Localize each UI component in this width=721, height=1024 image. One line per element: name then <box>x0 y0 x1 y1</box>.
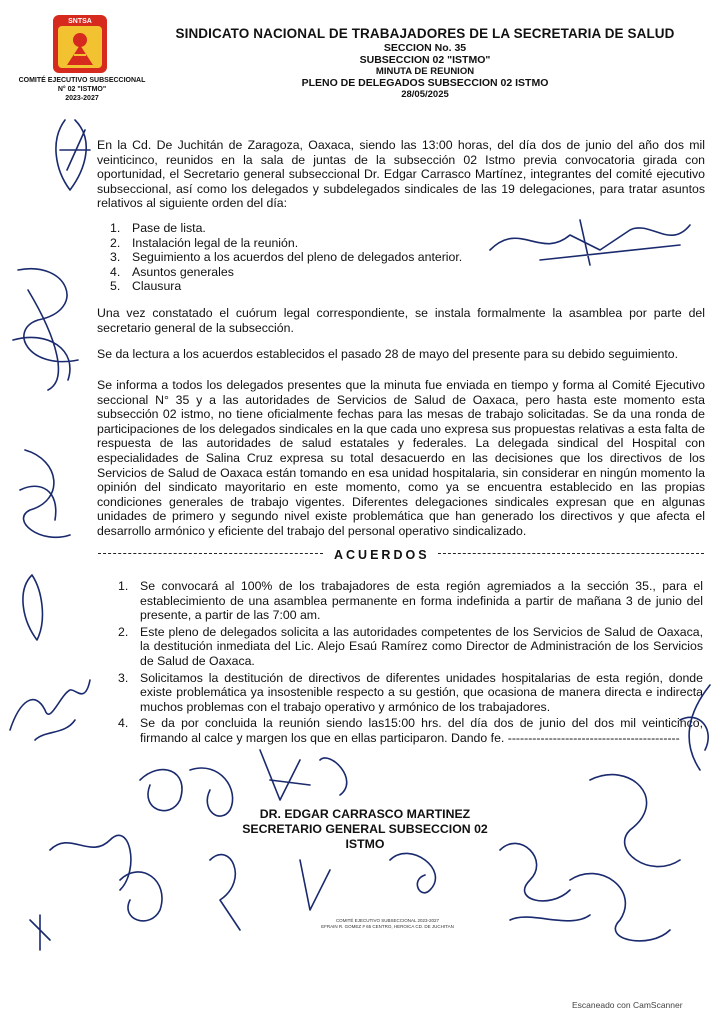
document-header <box>160 26 690 100</box>
right-margin-signature <box>660 680 720 780</box>
agenda-item: 4. Asuntos generales <box>110 264 234 279</box>
union-title: SINDICATO NACIONAL DE TRABAJADORES DE LA SECRETARIA DE SALUD <box>175 26 675 41</box>
intro-paragraph: En la Cd. De Juchitán de Zaragoza, Oaxaca, siendo las 13:00 horas, del día dos de junio del año dos mil veinticinco, reunidos en la sala de juntas de la subsección 02 Istmo previa convocatoria girada con oportunidad, el Secretario general subseccional Dr. Edgar Carrasco Martínez, integrantes del comité ejecutivo subseccional, así como los delegados y subdelegados sindicales de las 19 delegaciones, para tratar asuntos relativos al siguiente orden del día: <box>97 138 705 211</box>
document-type: MINUTA DE REUNION <box>375 66 475 77</box>
general-issues-paragraph: Se informa a todos los delegados presentes que la minuta fue enviada en tiempo y forma al Comité Ejecutivo seccional N° 35 y a las autoridades de Servicios de Salud de Oaxaca, pero hasta este momento esta subsección 02 istmo, no tiene oficialmente fechas para las mesas de trabajo solicitadas. Se da una ronda de participaciones de los delegados sindicales en la que cada uno expresa sus propuestas relativas a esta falta de respuesta de las autoridades de salud estatales y federales. La delegada sindical del Hospital con especialidades de Salina Cruz expresa su total desacuerdo en las decisiones que los directivos de los Servicios de Salud de Oaxaca están tomando en esa unidad hospitalaria, sin considerar en ningún momento la opinión del sindicato mayoritario en este momento, como ya se encuentra establecido en las propias condiciones generales de trabajo vigentes. Diferentes delegaciones sindicales expresan que en algunas unidades de primero y segundo nivel existe problemática que han generado los directivos y que afecta el desarrollo armónico y eficiente del trabajo del personal operativo sindicalizado. <box>97 378 705 538</box>
agenda-item: 2. Instalación legal de la reunión. <box>110 235 299 250</box>
margin-signature <box>5 660 95 750</box>
agreements-title: ACUERDOS <box>330 548 434 563</box>
agreements-list <box>118 579 703 748</box>
footer-line-2: EFRAIN R. GOMEZ # 65 CENTRO, HEROICA CD. DE JUCHITAN <box>321 924 454 929</box>
signatory-name: DR. EDGAR CARRASCO MARTINEZ <box>259 807 471 821</box>
margin-signature <box>12 570 52 650</box>
agenda-list <box>110 221 510 294</box>
committee-line-1: COMITÉ EJECUTIVO SUBSECCIONAL <box>18 77 146 84</box>
bottom-signatures <box>30 740 690 960</box>
agreement-item: 2. Este pleno de delegados solicita a las autoridades competentes de los Servicios de Salud de Oaxaca, la destitución inmediata del Lic. Alejo Esaú Ramírez como Director de Administración de los Servicios de Salud de Oaxaca. <box>118 624 703 668</box>
agreement-item: 1. Se convocará al 100% de los trabajadores de esta región agremiados a la sección 35., para el establecimiento de una asamblea permanente en forma indefinida a partir de mañana 3 de junio del presente, a partir de las 7:00 am. <box>118 579 703 623</box>
agreement-item: 4. Se da por concluida la reunión siendo las15:00 hrs. del día dos de junio del dos mil veinticinco, firmando al calce y margen los que en ellas participaron. Dando fe. ------------------------------------------ <box>118 716 703 745</box>
signatory-title: SECRETARIO GENERAL SUBSECCION 02 ISTMO <box>242 822 488 851</box>
quorum-paragraph: Una vez constatado el cuórum legal correspondiente, se instala formalmente la asamblea por parte del secretario general de la subsección. <box>97 306 705 335</box>
union-logo <box>47 13 113 75</box>
document-date: 28/05/2025 <box>401 89 449 100</box>
reading-paragraph: Se da lectura a los acuerdos establecidos el pasado 28 de mayo del presente para su debido seguimiento. <box>97 347 679 361</box>
margin-signature <box>8 250 98 400</box>
committee-line-3: 2023-2027 <box>65 95 99 102</box>
committee-label <box>2 76 162 103</box>
scanner-watermark: Escaneado con CamScanner <box>572 1000 683 1010</box>
plenary-label: PLENO DE DELEGADOS SUBSECCION 02 ISTMO <box>301 77 549 89</box>
section-label: SECCION No. 35 <box>383 42 467 54</box>
footer-line-1: COMITÉ EJECUTIVO SUBSECCIONAL 2023-2027 <box>335 918 440 923</box>
subsection-label: SUBSECCION 02 "ISTMO" <box>359 54 491 66</box>
agenda-item: 1. Pase de lista. <box>110 221 206 235</box>
margin-signature <box>45 110 105 200</box>
margin-signature <box>10 440 80 550</box>
logo-text: SNTSA <box>68 18 92 25</box>
agenda-item: 5. Clausura <box>110 279 182 293</box>
committee-line-2: N° 02 "ISTMO" <box>57 86 107 93</box>
agreement-item: 3. Solicitamos la destitución de directivos de diferentes unidades hospitalarias de esta región, donde existe problemática ya insostenible respecto a su gestión, que ocasiona de manera directa e indirecta muchos problemas con el trabajo operativo y armónico de los trabajadores. <box>118 670 703 714</box>
agenda-item: 3. Seguimiento a los acuerdos del pleno de delegados anterior. <box>110 250 463 264</box>
top-right-signature <box>480 210 710 270</box>
